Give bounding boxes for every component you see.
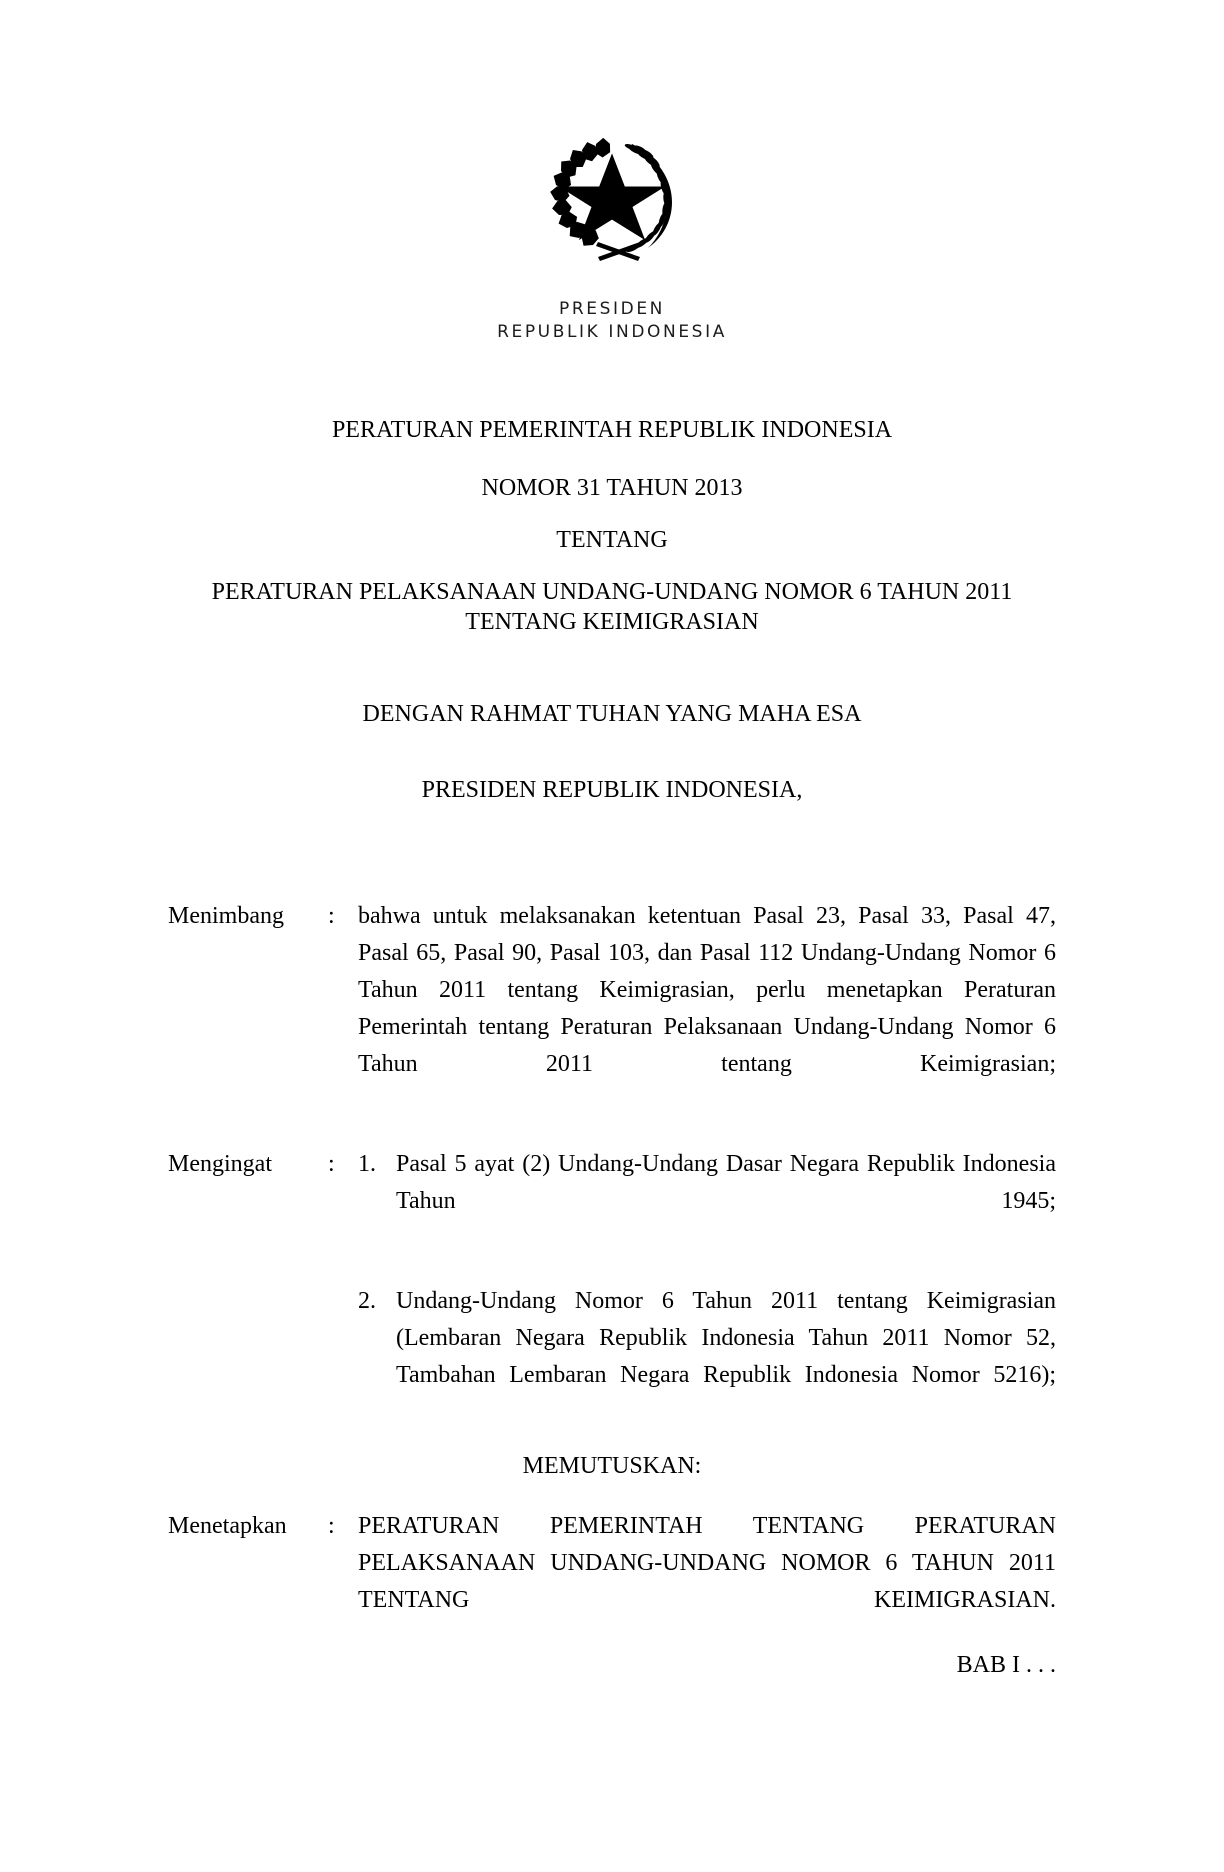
clause-section: [168, 898, 1056, 1457]
garuda-star-wreath-emblem: [536, 130, 688, 262]
clause-body-menimbang: [358, 898, 1056, 1120]
clause-colon: :: [328, 1513, 335, 1539]
subject-line-1: PERATURAN PELAKSANAAN UNDANG-UNDANG NOMOR 6 TAHUN 2011: [211, 579, 1013, 605]
spacer: [0, 555, 1224, 577]
issuer: PRESIDEN REPUBLIK INDONESIA,: [421, 777, 803, 803]
memutuskan-heading: MEMUTUSKAN:: [522, 1453, 702, 1479]
about-label: TENTANG: [556, 527, 668, 553]
regulation-number: NOMOR 31 TAHUN 2013: [481, 475, 743, 501]
subject-line-2: TENTANG KEIMIGRASIAN: [465, 609, 759, 635]
clause-menetapkan-wrapper: [168, 1508, 1056, 1656]
clause-menetapkan: [168, 1508, 1056, 1656]
emblem-container: [0, 130, 1224, 267]
list-item-text: Undang-Undang Nomor 6 Tahun 2011 tentang Keimigrasian (Lembaran Negara Republik Indonesia Tahun 2011 Nomor 52, Tambahan Lembaran Negara Republik Indonesia Nomor 5216);: [396, 1288, 1056, 1388]
clause-mengingat: [168, 1146, 1056, 1431]
clause-body-menetapkan: [358, 1508, 1056, 1656]
spacer: [0, 729, 1224, 775]
list-item: [358, 1283, 1056, 1431]
clause-colon: :: [328, 903, 335, 929]
list-item-marker: 2.: [358, 1288, 376, 1314]
clause-paragraph: PERATURAN PEMERINTAH TENTANG PERATURAN PELAKSANAAN UNDANG-UNDANG NOMOR 6 TAHUN 2011 TENTANG KEIMIGRASIAN.: [358, 1513, 1056, 1613]
page-title: PERATURAN PEMERINTAH REPUBLIK INDONESIA: [331, 417, 893, 443]
spacer: [0, 445, 1224, 473]
list-item-marker: 1.: [358, 1151, 376, 1177]
clause-label-menimbang: Menimbang: [168, 903, 284, 929]
clause-paragraph: bahwa untuk melaksanakan ketentuan Pasal 23, Pasal 33, Pasal 47, Pasal 65, Pasal 90, Pasal 103, dan Pasal 112 Undang-Undang Nomor 6 Tahun 2011 tentang Keimigrasian, perlu menetapkan Peraturan Pemerintah tentang Peraturan Pelaksanaan Undang-Undang Nomor 6 Tahun 2011 tentang Keimigrasian;: [358, 903, 1056, 1077]
clause-label-mengingat: Mengingat: [168, 1151, 272, 1177]
letterhead: [0, 298, 1224, 344]
invocation: DENGAN RAHMAT TUHAN YANG MAHA ESA: [362, 701, 862, 727]
document-title-block: [0, 415, 1224, 805]
list-item-text: Pasal 5 ayat (2) Undang-Undang Dasar Negara Republik Indonesia Tahun 1945;: [396, 1151, 1056, 1214]
letterhead-line-presiden: PRESIDEN: [559, 299, 665, 319]
spacer: [0, 637, 1224, 699]
legal-basis-list: [358, 1146, 1056, 1431]
page-continuation-marker: BAB I . . .: [956, 1652, 1056, 1678]
list-item: [358, 1146, 1056, 1257]
clause-label-menetapkan: Menetapkan: [168, 1513, 287, 1539]
spacer: [0, 503, 1224, 525]
clause-body-mengingat: [358, 1146, 1056, 1431]
letterhead-line-republik-indonesia: REPUBLIK INDONESIA: [497, 322, 727, 342]
clause-menimbang: [168, 898, 1056, 1120]
clause-colon: :: [328, 1151, 335, 1177]
